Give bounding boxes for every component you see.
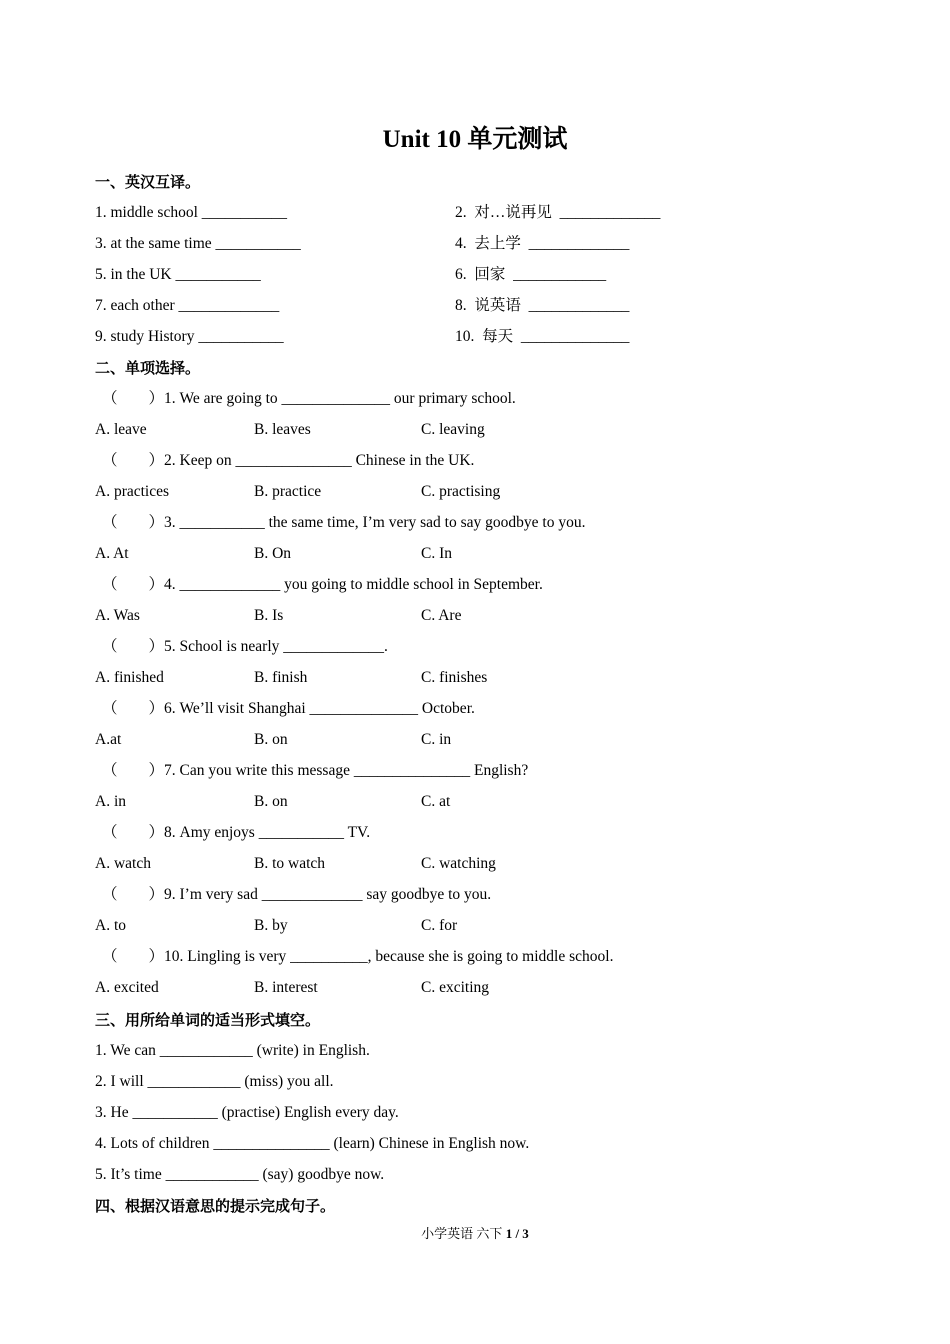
s1-item-3: 3. at the same time ___________ (95, 235, 301, 252)
s1-item-6: 6. 回家 ____________ (455, 266, 607, 283)
s2-question-5: （ ）5. School is nearly _____________. (102, 638, 388, 655)
s2-q10-option-b: B. interest (254, 979, 318, 996)
s2-question-9: （ ）9. I’m very sad _____________ say goodbye to you. (102, 886, 492, 903)
s2-q10-option-a: A. excited (95, 979, 159, 996)
s2-q9-option-c: C. for (421, 917, 458, 934)
s2-q7-option-c: C. at (421, 793, 451, 810)
footer-text: 小学英语 六下 (421, 1226, 506, 1241)
s2-question-10: （ ）10. Lingling is very __________, because she is going to middle school. (102, 948, 614, 965)
s1-item-5: 5. in the UK ___________ (95, 266, 261, 283)
section-3-heading: 三、用所给单词的适当形式填空。 (95, 1011, 321, 1029)
s2-question-7: （ ）7. Can you write this message _______________ English? (102, 762, 529, 779)
s2-q7-option-a: A. in (95, 793, 126, 810)
s3-item-3: 3. He ___________ (practise) English every day. (95, 1104, 399, 1121)
s1-item-9: 9. study History ___________ (95, 328, 284, 345)
s3-item-1: 1. We can ____________ (write) in English. (95, 1042, 370, 1059)
s2-q7-option-b: B. on (254, 793, 288, 810)
s2-q1-option-a: A. leave (95, 421, 147, 438)
s2-q5-option-a: A. finished (95, 669, 164, 686)
s1-item-10: 10. 每天 ______________ (455, 328, 630, 345)
s2-q4-option-c: C. Are (421, 607, 462, 624)
s1-item-4: 4. 去上学 _____________ (455, 235, 630, 252)
page-footer (0, 1224, 950, 1244)
page-number: 1 / 3 (505, 1226, 529, 1241)
s3-item-4: 4. Lots of children _______________ (learn) Chinese in English now. (95, 1135, 530, 1152)
s2-q8-option-c: C. watching (421, 855, 496, 872)
s2-question-6: （ ）6. We’ll visit Shanghai ______________ October. (102, 700, 475, 717)
s2-q1-option-b: B. leaves (254, 421, 311, 438)
s2-q2-option-b: B. practice (254, 483, 322, 500)
s2-q5-option-b: B. finish (254, 669, 308, 686)
s2-q3-option-a: A. At (95, 545, 129, 562)
s2-q3-option-b: B. On (254, 545, 292, 562)
s2-q4-option-a: A. Was (95, 607, 140, 624)
s2-q8-option-a: A. watch (95, 855, 151, 872)
s2-q6-option-b: B. on (254, 731, 288, 748)
s2-question-4: （ ）4. _____________ you going to middle school in September. (102, 576, 543, 593)
s2-q2-option-c: C. practising (421, 483, 501, 500)
section-1-heading: 一、英汉互译。 (95, 173, 201, 191)
s2-q10-option-c: C. exciting (421, 979, 490, 996)
page-title: Unit 10 单元测试 (382, 126, 568, 153)
s1-item-7: 7. each other _____________ (95, 297, 280, 314)
s1-item-8: 8. 说英语 _____________ (455, 297, 630, 314)
s2-q4-option-b: B. Is (254, 607, 284, 624)
s2-q3-option-c: C. In (421, 545, 452, 562)
s2-question-8: （ ）8. Amy enjoys ___________ TV. (102, 824, 371, 841)
s3-item-5: 5. It’s time ____________ (say) goodbye now. (95, 1166, 385, 1183)
section-2-heading: 二、单项选择。 (95, 359, 201, 377)
s2-question-3: （ ）3. ___________ the same time, I’m very sad to say goodbye to you. (102, 514, 586, 531)
s2-q9-option-a: A. to (95, 917, 126, 934)
s2-question-2: （ ）2. Keep on _______________ Chinese in the UK. (102, 452, 475, 469)
s2-q9-option-b: B. by (254, 917, 288, 934)
s2-q2-option-a: A. practices (95, 483, 170, 500)
s2-q5-option-c: C. finishes (421, 669, 488, 686)
s2-q1-option-c: C. leaving (421, 421, 485, 438)
s1-item-1: 1. middle school ___________ (95, 204, 288, 221)
s2-q8-option-b: B. to watch (254, 855, 326, 872)
section-4-heading: 四、根据汉语意思的提示完成句子。 (95, 1197, 336, 1215)
s2-q6-option-a: A.at (95, 731, 122, 748)
s1-item-2: 2. 对…说再见 _____________ (455, 204, 661, 221)
s2-q6-option-c: C. in (421, 731, 452, 748)
s3-item-2: 2. I will ____________ (miss) you all. (95, 1073, 334, 1090)
s2-question-1: （ ）1. We are going to ______________ our primary school. (102, 390, 516, 407)
